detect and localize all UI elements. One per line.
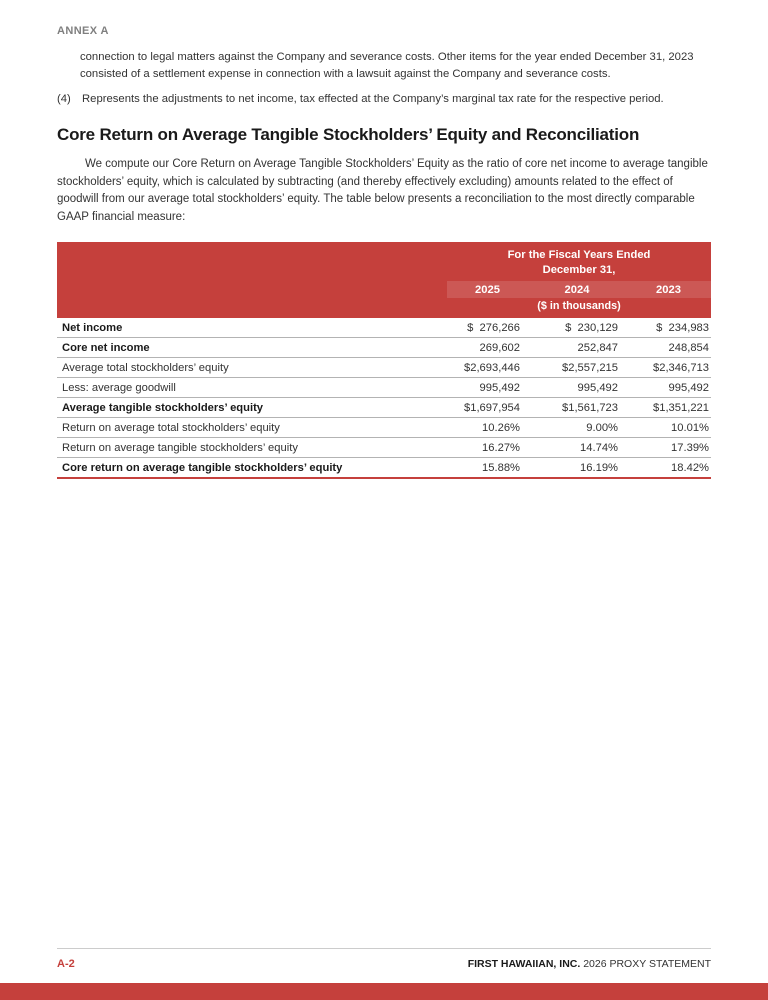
row-value: 10.01%: [671, 421, 709, 434]
row-value: 16.19%: [580, 461, 618, 474]
year-column-header: 2023: [656, 284, 681, 297]
footnote-4: [57, 91, 711, 108]
row-value: 10.26%: [482, 421, 520, 434]
footer-page-number: A-2: [57, 958, 75, 970]
footer-company-name: FIRST HAWAIIAN, INC.: [467, 958, 581, 970]
header-title-line1: For the Fiscal Years Ended: [507, 249, 651, 262]
table-row: [57, 338, 711, 358]
row-label: Net income: [62, 321, 123, 334]
row-value: 15.88%: [482, 461, 520, 474]
table-units-row: [57, 298, 711, 318]
section-heading: Core Return on Average Tangible Stockholders’ Equity and Reconciliation: [57, 124, 640, 144]
table-row: [57, 378, 711, 398]
row-label: Core return on average tangible stockholders’ equity: [62, 461, 343, 474]
units-label: ($ in thousands): [537, 300, 621, 313]
table-row: [57, 418, 711, 438]
row-label: Average tangible stockholders’ equity: [62, 401, 264, 414]
row-value: 995,492: [577, 381, 618, 394]
continuation-paragraph: connection to legal matters against the Company and severance costs. Other items for the year ended December 31, 2023 consisted of a settlement expense in connection with a lawsuit against the Company and severance costs.: [80, 51, 694, 80]
row-value: $ 276,266: [467, 321, 520, 334]
table-header-title: [447, 242, 711, 281]
table-header: [57, 242, 711, 318]
row-label: Return on average total stockholders’ equity: [62, 421, 280, 434]
row-value: $1,561,723: [562, 401, 618, 414]
row-value: 995,492: [479, 381, 520, 394]
years-spacer: [57, 281, 447, 298]
table-years-row: [57, 281, 711, 298]
row-label: Return on average tangible stockholders’ equity: [62, 441, 298, 454]
row-value: 248,854: [668, 341, 709, 354]
row-value: 17.39%: [671, 441, 709, 454]
row-value: $2,346,713: [653, 361, 709, 374]
row-label: Average total stockholders’ equity: [62, 361, 229, 374]
row-value: $2,557,215: [562, 361, 618, 374]
row-value: $1,351,221: [653, 401, 709, 414]
table-row: [57, 398, 711, 418]
annex-label: ANNEX A: [57, 25, 109, 37]
footnote-4-text: Represents the adjustments to net income, tax effected at the Company’s marginal tax rate for the respective period.: [82, 92, 664, 105]
footer-doc-title: [468, 958, 711, 970]
row-value: 9.00%: [586, 421, 618, 434]
row-label: Core net income: [62, 341, 150, 354]
header-title-line2: December 31,: [542, 264, 616, 277]
footer-doc-label: 2026 PROXY STATEMENT: [580, 958, 711, 970]
footnote-4-marker: (4): [57, 92, 71, 105]
table-row: [57, 438, 711, 458]
page-content: [0, 0, 768, 479]
units-spacer: [57, 298, 447, 318]
reconciliation-table: [57, 242, 711, 479]
row-value: $ 230,129: [565, 321, 618, 334]
row-value: 14.74%: [580, 441, 618, 454]
row-value: $1,697,954: [464, 401, 520, 414]
row-label: Less: average goodwill: [62, 381, 176, 394]
table-row: [57, 458, 711, 479]
row-value: 16.27%: [482, 441, 520, 454]
table-row: [57, 318, 711, 338]
table-body: [57, 318, 711, 479]
bottom-red-bar: [0, 983, 768, 1000]
year-column-header: 2025: [475, 284, 500, 297]
row-value: 269,602: [479, 341, 520, 354]
table-row: [57, 358, 711, 378]
header-spacer: [57, 242, 447, 281]
row-value: $ 234,983: [656, 321, 709, 334]
section-body-paragraph: We compute our Core Return on Average Tangible Stockholders’ Equity as the ratio of core net income to average tangible stockholders’ equity, which is calculated by subtracting (and thereby effectively excluding) amounts related to the effect of goodwill from our average total stockholders’ equity. The table below presents a reconciliation to the most directly comparable GAAP financial measure:: [57, 157, 708, 224]
year-column-header: 2024: [564, 284, 590, 297]
row-value: 252,847: [577, 341, 618, 354]
row-value: 18.42%: [671, 461, 709, 474]
page-footer: [57, 948, 711, 970]
row-value: 995,492: [668, 381, 709, 394]
row-value: $2,693,446: [464, 361, 520, 374]
